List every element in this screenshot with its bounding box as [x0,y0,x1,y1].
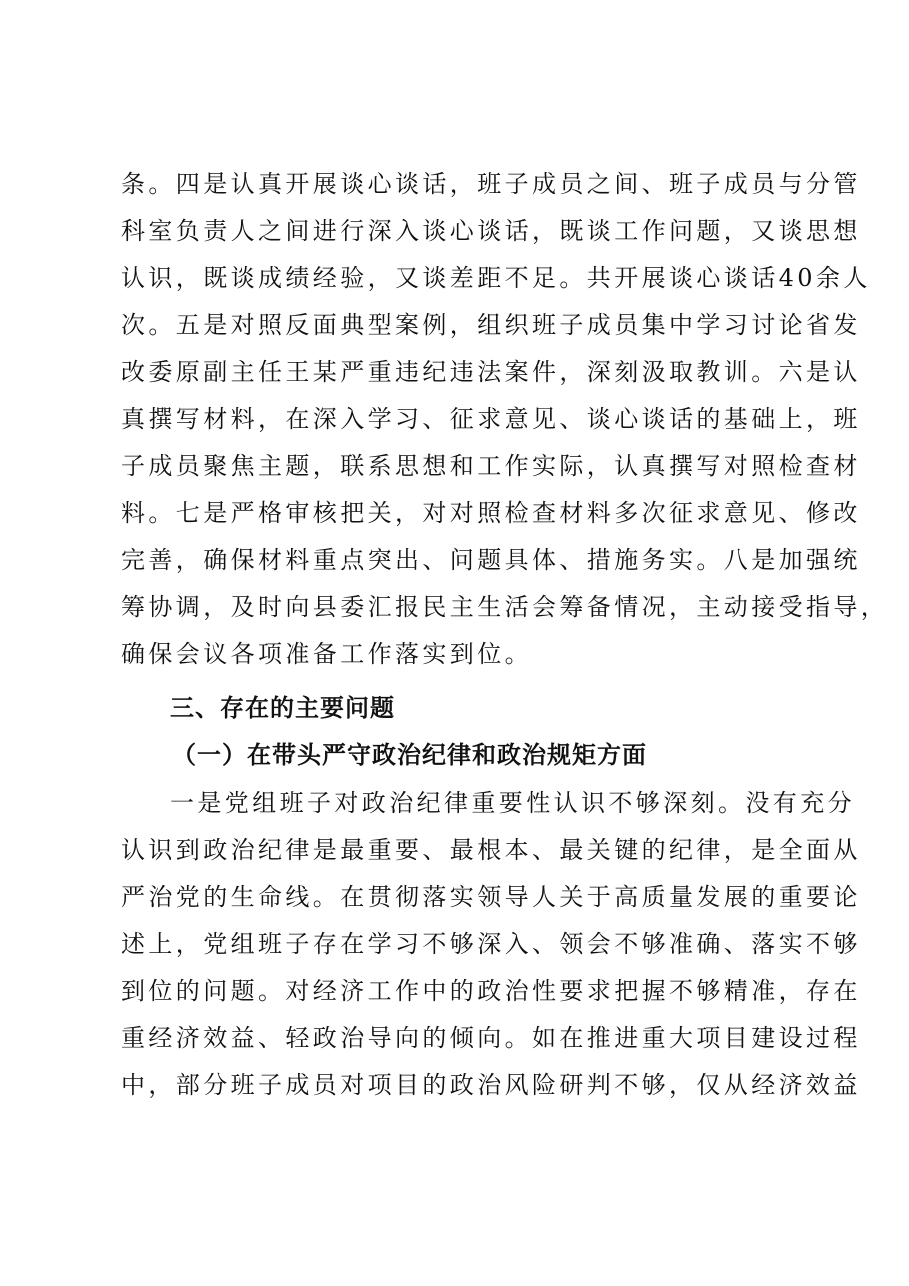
body-text-line: 述上，党组班子存在学习不够深入、领会不够准确、落实不够 [121,930,861,958]
body-text-line: 条。四是认真开展谈心谈话，班子成员之间、班子成员与分管 [121,170,861,198]
body-text-line: 认识到政治纪律是最重要、最根本、最关键的纪律，是全面从 [121,836,861,864]
body-text-line: 一是党组班子对政治纪律重要性认识不够深刻。没有充分 [170,789,855,817]
body-text-line: 严治党的生命线。在贯彻落实领导人关于高质量发展的重要论 [121,883,861,911]
body-text-line: 完善，确保材料重点突出、问题具体、措施务实。八是加强统 [121,546,861,574]
body-text-line: 改委原副主任王某严重违纪违法案件，深刻汲取教训。六是认 [121,358,861,386]
body-text-line: 料。七是严格审核把关，对对照检查材料多次征求意见、修改 [121,499,861,527]
body-text-line: 到位的问题。对经济工作中的政治性要求把握不够精准，存在 [121,977,861,1005]
body-text-line: 认识，既谈成绩经验，又谈差距不足。共开展谈心谈话40余人 [121,264,871,292]
section-heading: 三、存在的主要问题 [170,694,395,722]
body-text-line: 中，部分班子成员对项目的政治风险研判不够，仅从经济效益 [121,1071,861,1099]
body-text-line: 确保会议各项准备工作落实到位。 [121,640,532,668]
subsection-heading: （一）在带头严守政治纪律和政治规矩方面 [172,740,647,769]
body-text-line: 次。五是对照反面典型案例，组织班子成员集中学习讨论省发 [121,311,861,339]
body-text-line: 科室负责人之间进行深入谈心谈话，既谈工作问题，又谈思想 [121,217,861,245]
body-text-line: 真撰写材料，在深入学习、征求意见、谈心谈话的基础上，班 [121,405,861,433]
body-text-line: 子成员聚焦主题，联系思想和工作实际，认真撰写对照检查材 [121,452,861,480]
body-text-line: 重经济效益、轻政治导向的倾向。如在推进重大项目建设过程 [121,1024,861,1052]
body-text-line: 筹协调，及时向县委汇报民主生活会筹备情况，主动接受指导， [121,593,889,621]
